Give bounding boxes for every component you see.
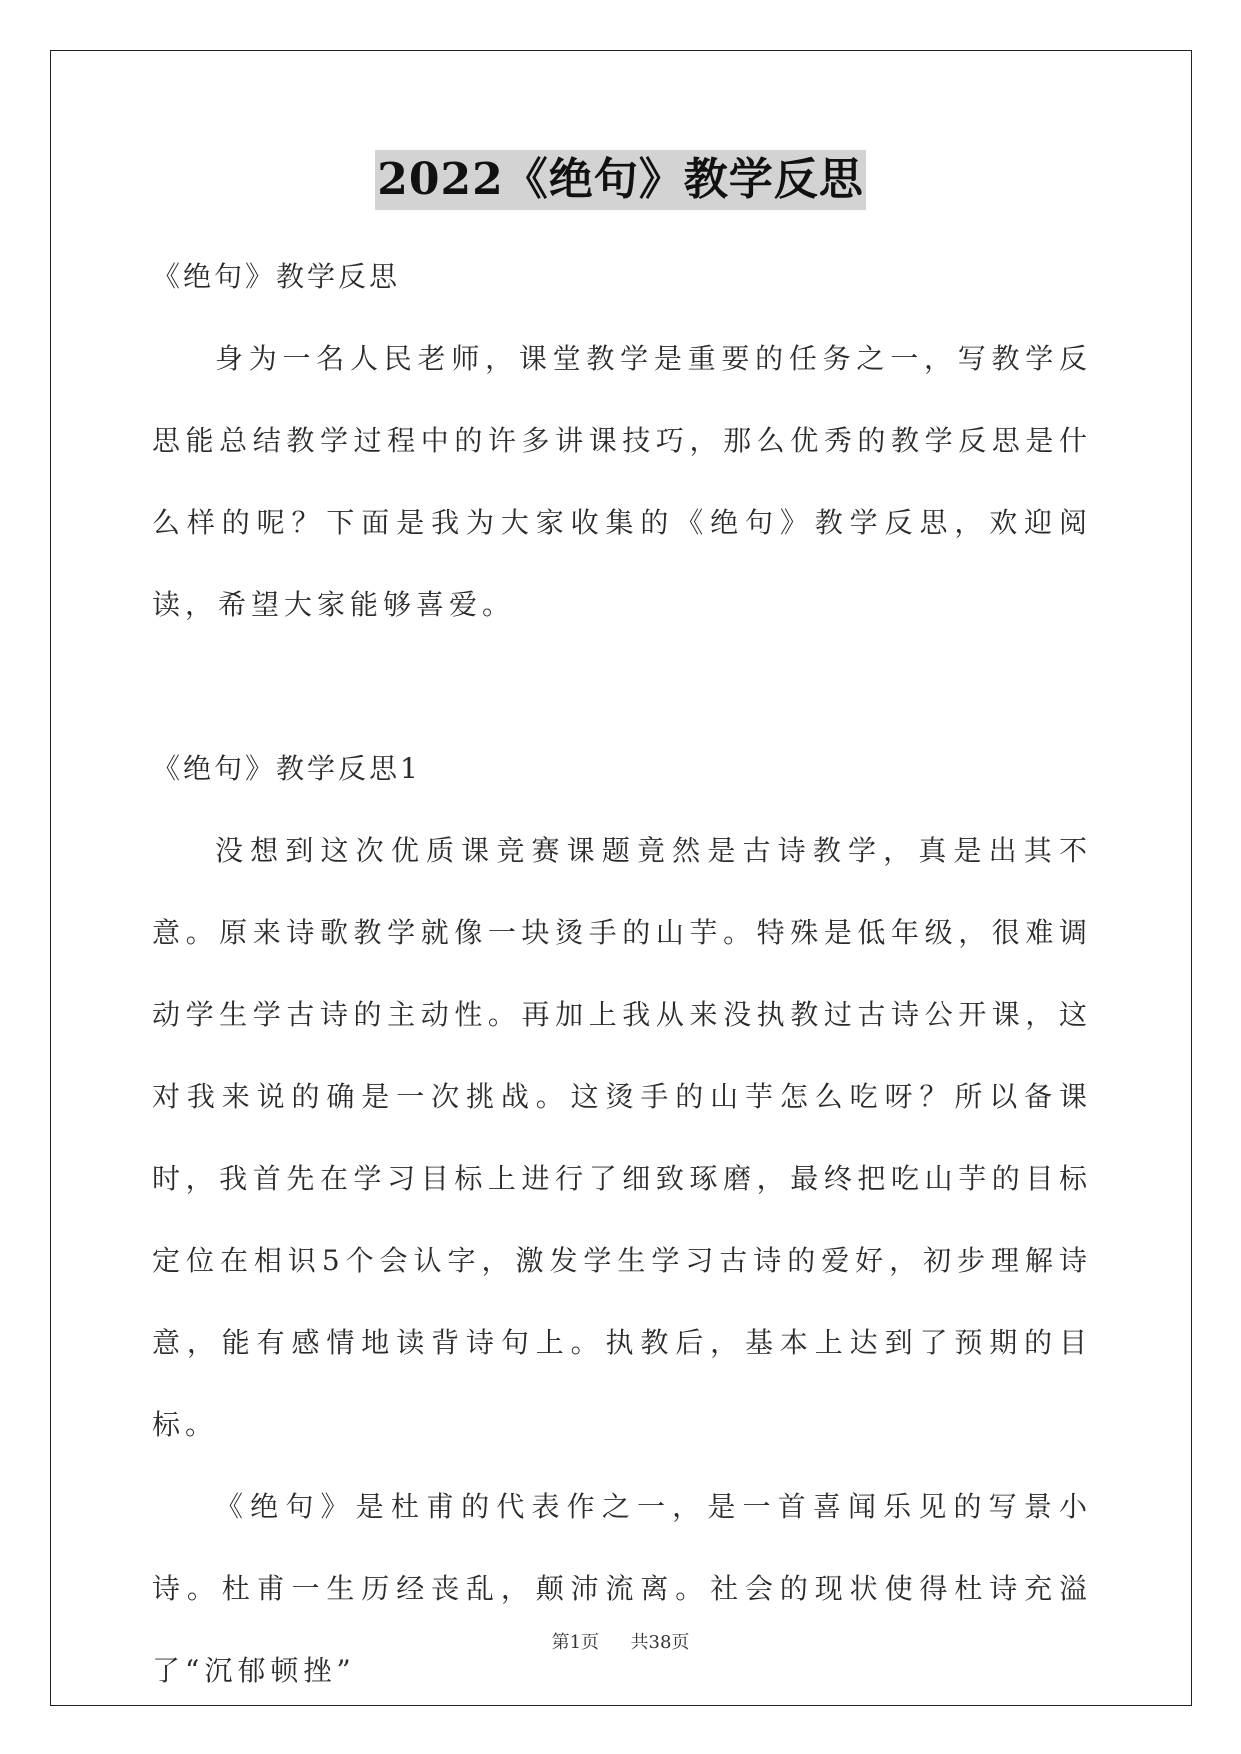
page-number: 1 bbox=[569, 1632, 582, 1653]
page-footer bbox=[0, 1628, 1241, 1654]
section-paragraph-1: 没想到这次优质课竞赛课题竟然是古诗教学，真是出其不意。原来诗歌教学就像一块烫手的山芋。特殊是低年级，很难调动学生学古诗的主动性。再加上我从来没执教过古诗公开课，这对我来说的确是一次挑战。这烫手的山芋怎么吃呀？所以备课时，我首先在学习目标上进行了细致琢磨，最终把吃山芋的目标定位在相识5个会认字，激发学生学习古诗的爱好，初步理解诗意，能有感情地读背诗句上。执教后，基本上达到了预期的目标。 bbox=[152, 834, 1092, 1441]
title-wrap bbox=[0, 150, 1241, 210]
total-prefix: 共 bbox=[630, 1632, 649, 1653]
section-paragraph-2: 《绝句》是杜甫的代表作之一，是一首喜闻乐见的写景小诗。杜甫一生历经丧乱，颠沛流离。社会的现状使得杜诗充溢了“沉郁顿挫” bbox=[152, 1490, 1092, 1687]
page-suffix: 页 bbox=[581, 1632, 600, 1653]
intro-paragraph: 身为一名人民老师，课堂教学是重要的任务之一，写教学反思能总结教学过程中的许多讲课技巧，那么优秀的教学反思是什么样的呢？下面是我为大家收集的《绝句》教学反思，欢迎阅读，希望大家能够喜爱。 bbox=[152, 342, 1092, 621]
document-body bbox=[152, 236, 1092, 1712]
section-heading: 《绝句》教学反思1 bbox=[152, 752, 421, 785]
blank-line bbox=[152, 646, 1092, 728]
document-title: 2022《绝句》教学反思 bbox=[375, 150, 865, 210]
page-prefix: 第 bbox=[551, 1632, 570, 1653]
total-pages: 38 bbox=[648, 1632, 672, 1653]
total-suffix: 页 bbox=[671, 1632, 690, 1653]
intro-heading: 《绝句》教学反思 bbox=[152, 260, 401, 293]
